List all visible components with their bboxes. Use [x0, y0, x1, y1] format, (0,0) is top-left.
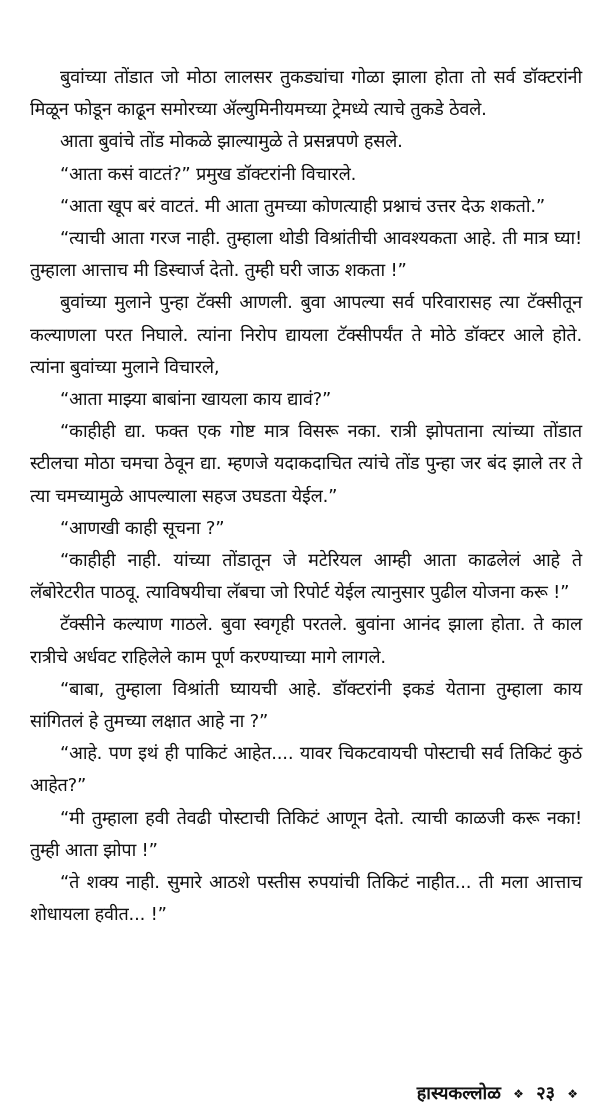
paragraph-8: “काहीही द्या. फक्त एक गोष्ट मात्र विसरू नका. रात्री झोपताना त्यांच्या तोंडात स्टीलचा मोठा चमचा ठेवून द्या. म्हणजे यदाकदाचित त्यांचे तोंड पुन्हा जर बंद झाले तर ते त्या चमच्यामुळे आपल्याला सहज उघडता येईल.” [30, 421, 582, 507]
paragraph-3: “आता कसं वाटतं?” प्रमुख डॉक्टरांनी विचारले. [60, 163, 357, 185]
paragraph-5: “त्याची आता गरज नाही. तुम्हाला थोडी विश्रांतीची आवश्यकता आहे. ती मात्र घ्या! तुम्हाला आत्ताच मी डिस्चार्ज देतो. तुम्ही घरी जाऊ शकता !” [30, 228, 582, 282]
paragraph-12: “बाबा, तुम्हाला विश्रांती घ्यायची आहे. डॉक्टरांनी इकडं येताना तुम्हाला काय सांगितलं हे तुमच्या लक्षात आहे ना ?” [30, 678, 582, 733]
paragraph-7: “आता माझ्या बाबांना खायला काय द्यावं?” [60, 389, 332, 411]
paragraph-14: “मी तुम्हाला हवी तेवढी पोस्टाची तिकिटं आणून देतो. त्याची काळजी करू नका! तुम्ही आता झोपा !” [30, 807, 582, 861]
paragraph-10: “काहीही नाही. यांच्या तोंडातून जे मटेरियल आम्ही आता काढलेलं आहे ते लॅबोरेटरीत पाठवू. त्याविषयीचा लॅबचा जो रिपोर्ट येईल त्यानुसार पुढील योजना करू !” [30, 550, 582, 604]
separator-icon: ❖ [513, 1087, 524, 1101]
paragraph-11: टॅक्सीने कल्याण गाठले. बुवा स्वगृही परतले. बुवांना आनंद झाला होता. ते काल रात्रीचे अर्धवट राहिलेले काम पूर्ण करण्याच्या मागे लागले. [30, 614, 582, 668]
body-text [30, 62, 582, 931]
end-mark-icon: ❖ [567, 1087, 578, 1101]
paragraph-4: “आता खूप बरं वाटतं. मी आता तुमच्या कोणत्याही प्रश्नाचं उत्तर देऊ शकतो.” [60, 195, 545, 217]
page-number: २३ [536, 1083, 555, 1104]
page-footer [417, 1081, 584, 1105]
paragraph-15: “ते शक्य नाही. सुमारे आठशे पस्तीस रुपयांची तिकिटं नाहीत... ती मला आत्ताच शोधायला हवीत... !” [30, 872, 582, 926]
book-title: हास्यकल्लोळ [416, 1083, 501, 1104]
paragraph-2: आता बुवांचे तोंड मोकळे झाल्यामुळे ते प्रसन्नपणे हसले. [60, 131, 403, 153]
paragraph-9: “आणखी काही सूचना ?” [60, 517, 225, 539]
paragraph-1: बुवांच्या तोंडात जो मोठा लालसर तुकड्यांचा गोळा झाला होता तो सर्व डॉक्टरांनी मिळून फोडून काढून समोरच्या ॲल्युमिनीयमच्या ट्रेमध्ये त्याचे तुकडे ठेवले. [30, 67, 582, 121]
paragraph-6: बुवांच्या मुलाने पुन्हा टॅक्सी आणली. बुवा आपल्या सर्व परिवारासह त्या टॅक्सीतून कल्याणला परत निघाले. त्यांना निरोप द्यायला टॅक्सीपर्यंत ते मोठे डॉक्टर आले होते. त्यांना बुवांच्या मुलाने विचारले, [30, 292, 582, 378]
paragraph-13: “आहे. पण इथं ही पाकिटं आहेत.... यावर चिकटवायची पोस्टाची सर्व तिकिटं कुठं आहेत?” [30, 743, 582, 797]
